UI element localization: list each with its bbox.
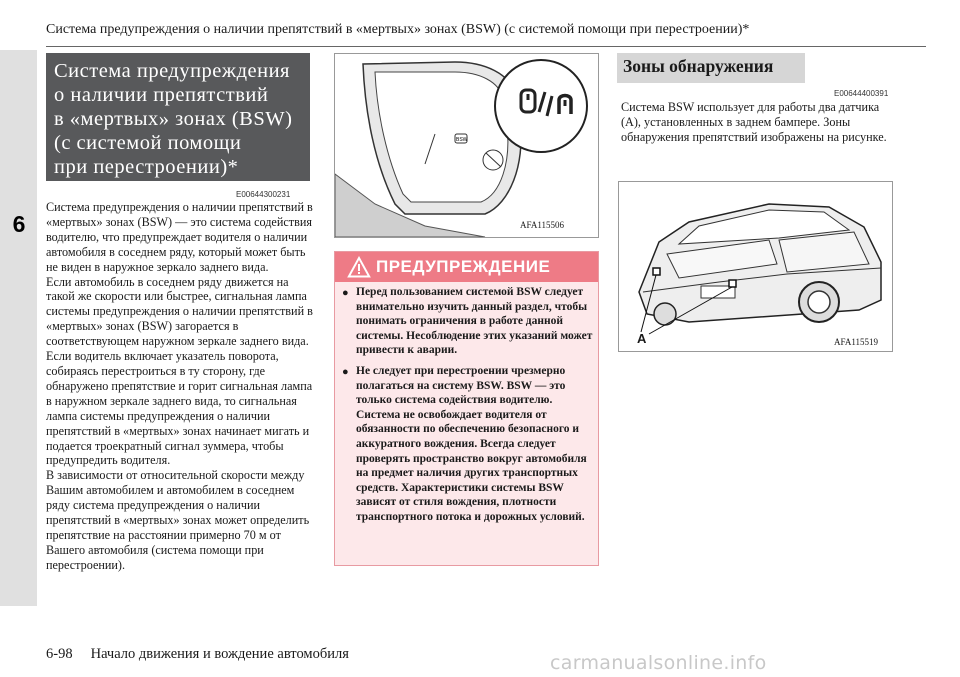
subsection-heading: Зоны обнаружения	[617, 53, 805, 83]
section-code: E00644300231	[236, 190, 291, 199]
warning-item	[340, 285, 596, 358]
section-title-line: о наличии препятствий	[54, 84, 269, 106]
section-title-line: в «мертвых» зонах (BSW)	[54, 108, 293, 130]
body-paragraph: Если автомобиль в соседнем ряду движется на такой же скорости или быстрее, сигнальная лампа системы предупреждения о наличии препятствий в «мертвых» зонах (BSW) загорается в соответствующем наружном зеркале заднего вида. Если водитель включает указатель поворота, собираясь перестроиться в ту сторону, где обнаружено препятствие и горит сигнальная лампа в наружном зеркале заднего вида, то сигнальная лампа системы предупреждения о наличии препятствий в «мертвых» зонах начинает мигать и подается троекратный сигнал зуммера, чтобы предупредить водителя.	[46, 274, 313, 468]
sensor-label: A	[637, 331, 647, 346]
running-header: Система предупреждения о наличии препятствий в «мертвых» зонах (BSW) (с системой помощи при перестроении)*	[46, 22, 750, 37]
page-footer	[46, 646, 349, 663]
svg-text:BSW: BSW	[456, 137, 468, 143]
figure-code: AFA115506	[520, 220, 565, 230]
watermark: carmanualsonline.info	[550, 652, 767, 674]
section-title-line: (с системой помощи	[54, 132, 242, 154]
warning-title: ПРЕДУПРЕЖДЕНИЕ	[376, 257, 551, 276]
bullet-icon: ●	[342, 287, 349, 299]
body-paragraph: Система предупреждения о наличии препятствий в «мертвых» зонах (BSW) — это система содействия водителю, что предупреждает водителя о наличии автомобиля в соседнем ряду, который может быть не виден в наружное зеркало заднего вида.	[46, 200, 313, 274]
warning-list	[340, 285, 596, 531]
chapter-side-tab	[0, 50, 37, 606]
warning-triangle-icon	[347, 256, 371, 278]
page-number: 6-98	[46, 646, 73, 662]
warning-item-text: Перед пользованием системой BSW следует внимательно изучить данный раздел, чтобы понимать ограничения в работе данной системы. Несоблюдение этих указаний может привести к аварии.	[356, 286, 593, 357]
chapter-number: 6	[12, 211, 26, 237]
body-paragraph: В зависимости от относительной скорости между Вашим автомобилем и автомобилем в соседнем ряду система предупреждения о наличии препятствий в «мертвых» зонах может определить препятствие на расстоянии примерно 70 м от Вашего автомобиля (система помощи при перестроении).	[46, 468, 310, 572]
bullet-icon: ●	[342, 365, 349, 378]
footer-section: Начало движения и вождение автомобиля	[90, 646, 349, 662]
warning-item	[340, 364, 596, 525]
section-title-line: Система предупреждения	[54, 60, 290, 82]
header-rule	[46, 46, 926, 47]
mirror-figure	[334, 53, 599, 238]
car-figure	[618, 181, 893, 352]
right-body-text: Система BSW использует для работы два датчика (A), установленных в заднем бампере. Зоны обнаружения препятствий изображены на рисунке.	[621, 100, 887, 144]
section-title-box	[46, 53, 310, 181]
side-mirror-illustration	[335, 54, 598, 237]
subsection-code: E00644400391	[834, 89, 889, 98]
left-body-text	[46, 200, 314, 573]
warning-item-text: Не следует при перестроении чрезмерно полагаться на систему BSW. BSW — это только система содействия водителю. Система не освобождает водителя от обязанности по обеспечению безопасного и аккуратного вождения. Всегда следует проверять пространство вокруг автомобиля на предмет наличия других транспортных средств. Характеристики системы BSW зависят от стиля вождения, плотности транспортного потока и дорожных условий.	[356, 364, 587, 523]
figure-code: AFA115519	[834, 337, 879, 347]
section-title-line: при перестроении)*	[54, 156, 239, 178]
car-rear-illustration	[619, 182, 892, 351]
